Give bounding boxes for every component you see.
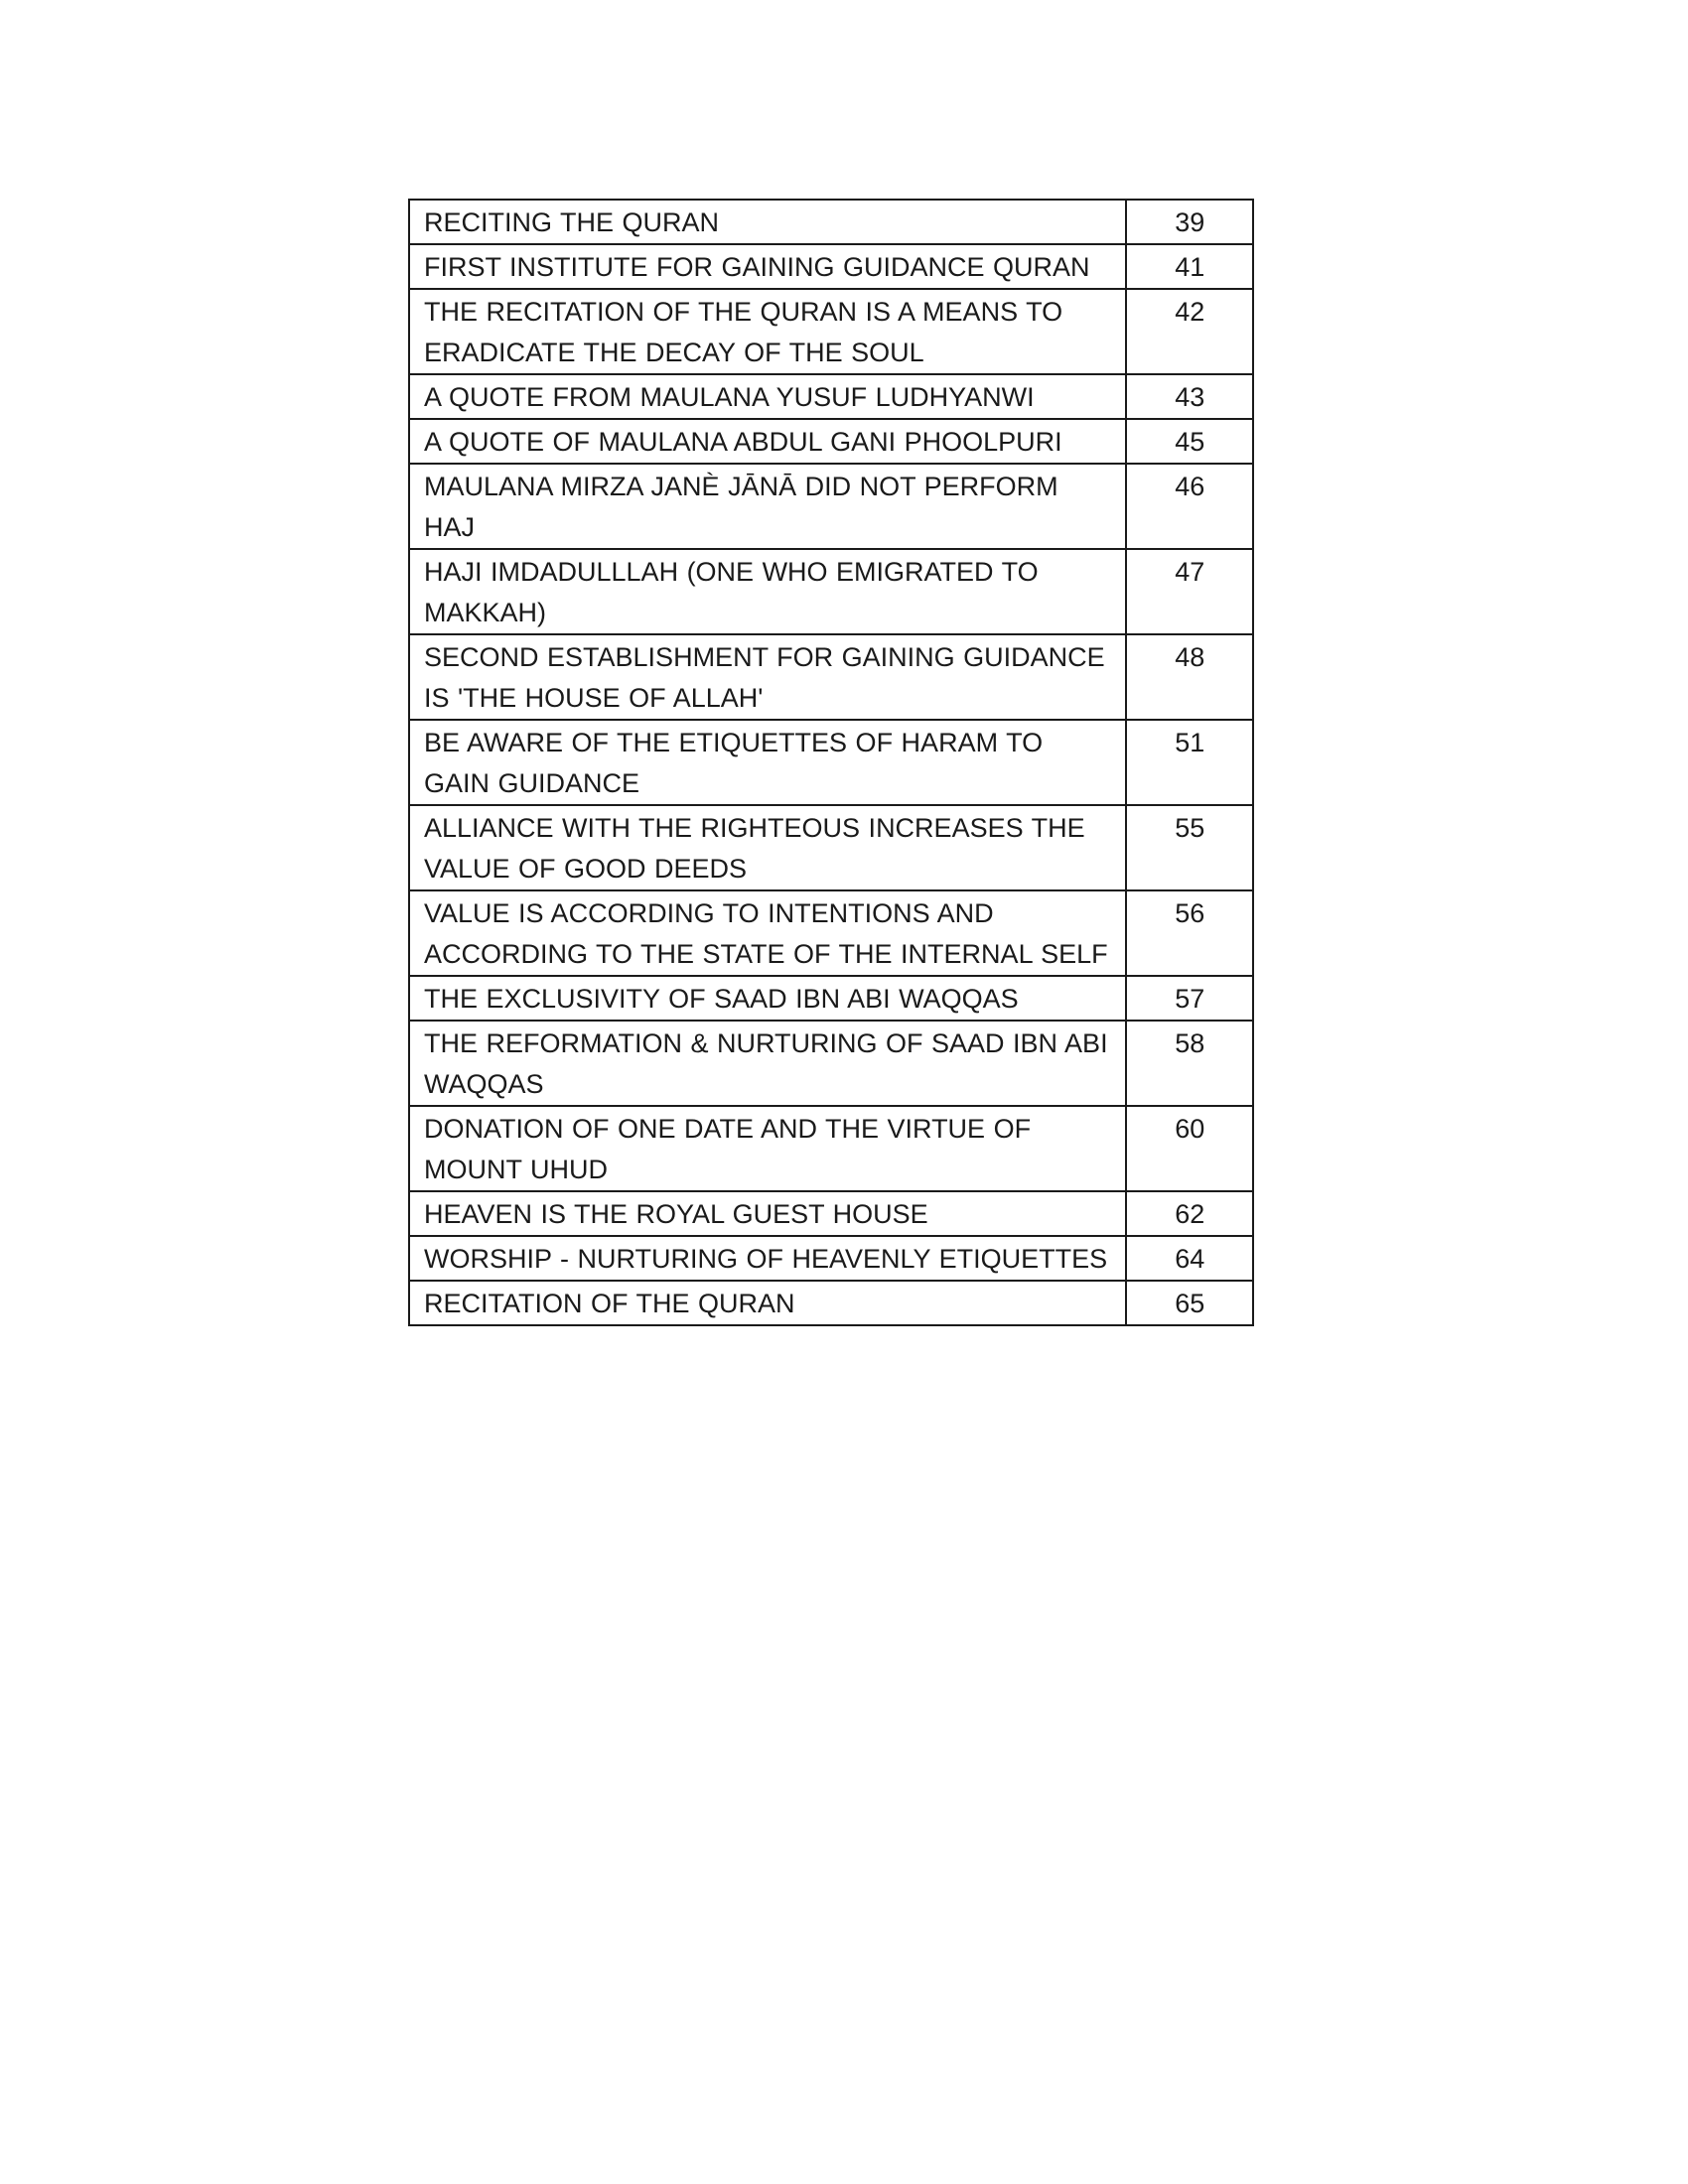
toc-entry-page: 41 (1126, 244, 1253, 289)
toc-entry-title: HEAVEN IS THE ROYAL GUEST HOUSE (409, 1191, 1126, 1236)
table-row (409, 890, 1253, 976)
toc-entry-title: SECOND ESTABLISHMENT FOR GAINING GUIDANCE IS 'THE HOUSE OF ALLAH' (409, 634, 1126, 720)
table-row (409, 1236, 1253, 1281)
toc-entry-title: A QUOTE OF MAULANA ABDUL GANI PHOOLPURI (409, 419, 1126, 464)
toc-entry-title: ALLIANCE WITH THE RIGHTEOUS INCREASES THE VALUE OF GOOD DEEDS (409, 805, 1126, 890)
toc-entry-page: 57 (1126, 976, 1253, 1021)
table-row (409, 549, 1253, 634)
table-row (409, 244, 1253, 289)
table-row (409, 1191, 1253, 1236)
toc-entry-page: 46 (1126, 464, 1253, 549)
table-row (409, 419, 1253, 464)
toc-entry-title: RECITATION OF THE QURAN (409, 1281, 1126, 1325)
toc-entry-title: MAULANA MIRZA JANÈ JĀNĀ DID NOT PERFORM HAJ (409, 464, 1126, 549)
table-row (409, 976, 1253, 1021)
table-row (409, 1021, 1253, 1106)
toc-entry-page: 60 (1126, 1106, 1253, 1191)
toc-entry-title: WORSHIP - NURTURING OF HEAVENLY ETIQUETTES (409, 1236, 1126, 1281)
toc-entry-title: THE EXCLUSIVITY OF SAAD IBN ABI WAQQAS (409, 976, 1126, 1021)
toc-entry-page: 42 (1126, 289, 1253, 374)
table-row (409, 634, 1253, 720)
table-row (409, 1281, 1253, 1325)
toc-entry-page: 48 (1126, 634, 1253, 720)
toc-entry-page: 55 (1126, 805, 1253, 890)
toc-entry-page: 47 (1126, 549, 1253, 634)
toc-entry-page: 39 (1126, 200, 1253, 244)
table-row (409, 464, 1253, 549)
toc-entry-title: THE REFORMATION & NURTURING OF SAAD IBN ABI WAQQAS (409, 1021, 1126, 1106)
table-row (409, 374, 1253, 419)
toc-entry-title: HAJI IMDADULLLAH (ONE WHO EMIGRATED TO MAKKAH) (409, 549, 1126, 634)
toc-entry-title: VALUE IS ACCORDING TO INTENTIONS AND ACCORDING TO THE STATE OF THE INTERNAL SELF (409, 890, 1126, 976)
table-row (409, 805, 1253, 890)
toc-entry-title: A QUOTE FROM MAULANA YUSUF LUDHYANWI (409, 374, 1126, 419)
table-row (409, 289, 1253, 374)
toc-entry-page: 62 (1126, 1191, 1253, 1236)
toc-entry-title: FIRST INSTITUTE FOR GAINING GUIDANCE QURAN (409, 244, 1126, 289)
toc-entry-page: 64 (1126, 1236, 1253, 1281)
toc-entry-page: 58 (1126, 1021, 1253, 1106)
toc-entry-page: 65 (1126, 1281, 1253, 1325)
toc-entry-title: THE RECITATION OF THE QURAN IS A MEANS TO ERADICATE THE DECAY OF THE SOUL (409, 289, 1126, 374)
toc-entry-page: 51 (1126, 720, 1253, 805)
toc-entry-title: DONATION OF ONE DATE AND THE VIRTUE OF MOUNT UHUD (409, 1106, 1126, 1191)
table-row (409, 200, 1253, 244)
table-row (409, 1106, 1253, 1191)
toc-entry-title: RECITING THE QURAN (409, 200, 1126, 244)
toc-entry-page: 43 (1126, 374, 1253, 419)
toc-entry-page: 45 (1126, 419, 1253, 464)
toc-entry-page: 56 (1126, 890, 1253, 976)
toc-entry-title: BE AWARE OF THE ETIQUETTES OF HARAM TO GAIN GUIDANCE (409, 720, 1126, 805)
table-of-contents (408, 199, 1254, 1326)
table-row (409, 720, 1253, 805)
